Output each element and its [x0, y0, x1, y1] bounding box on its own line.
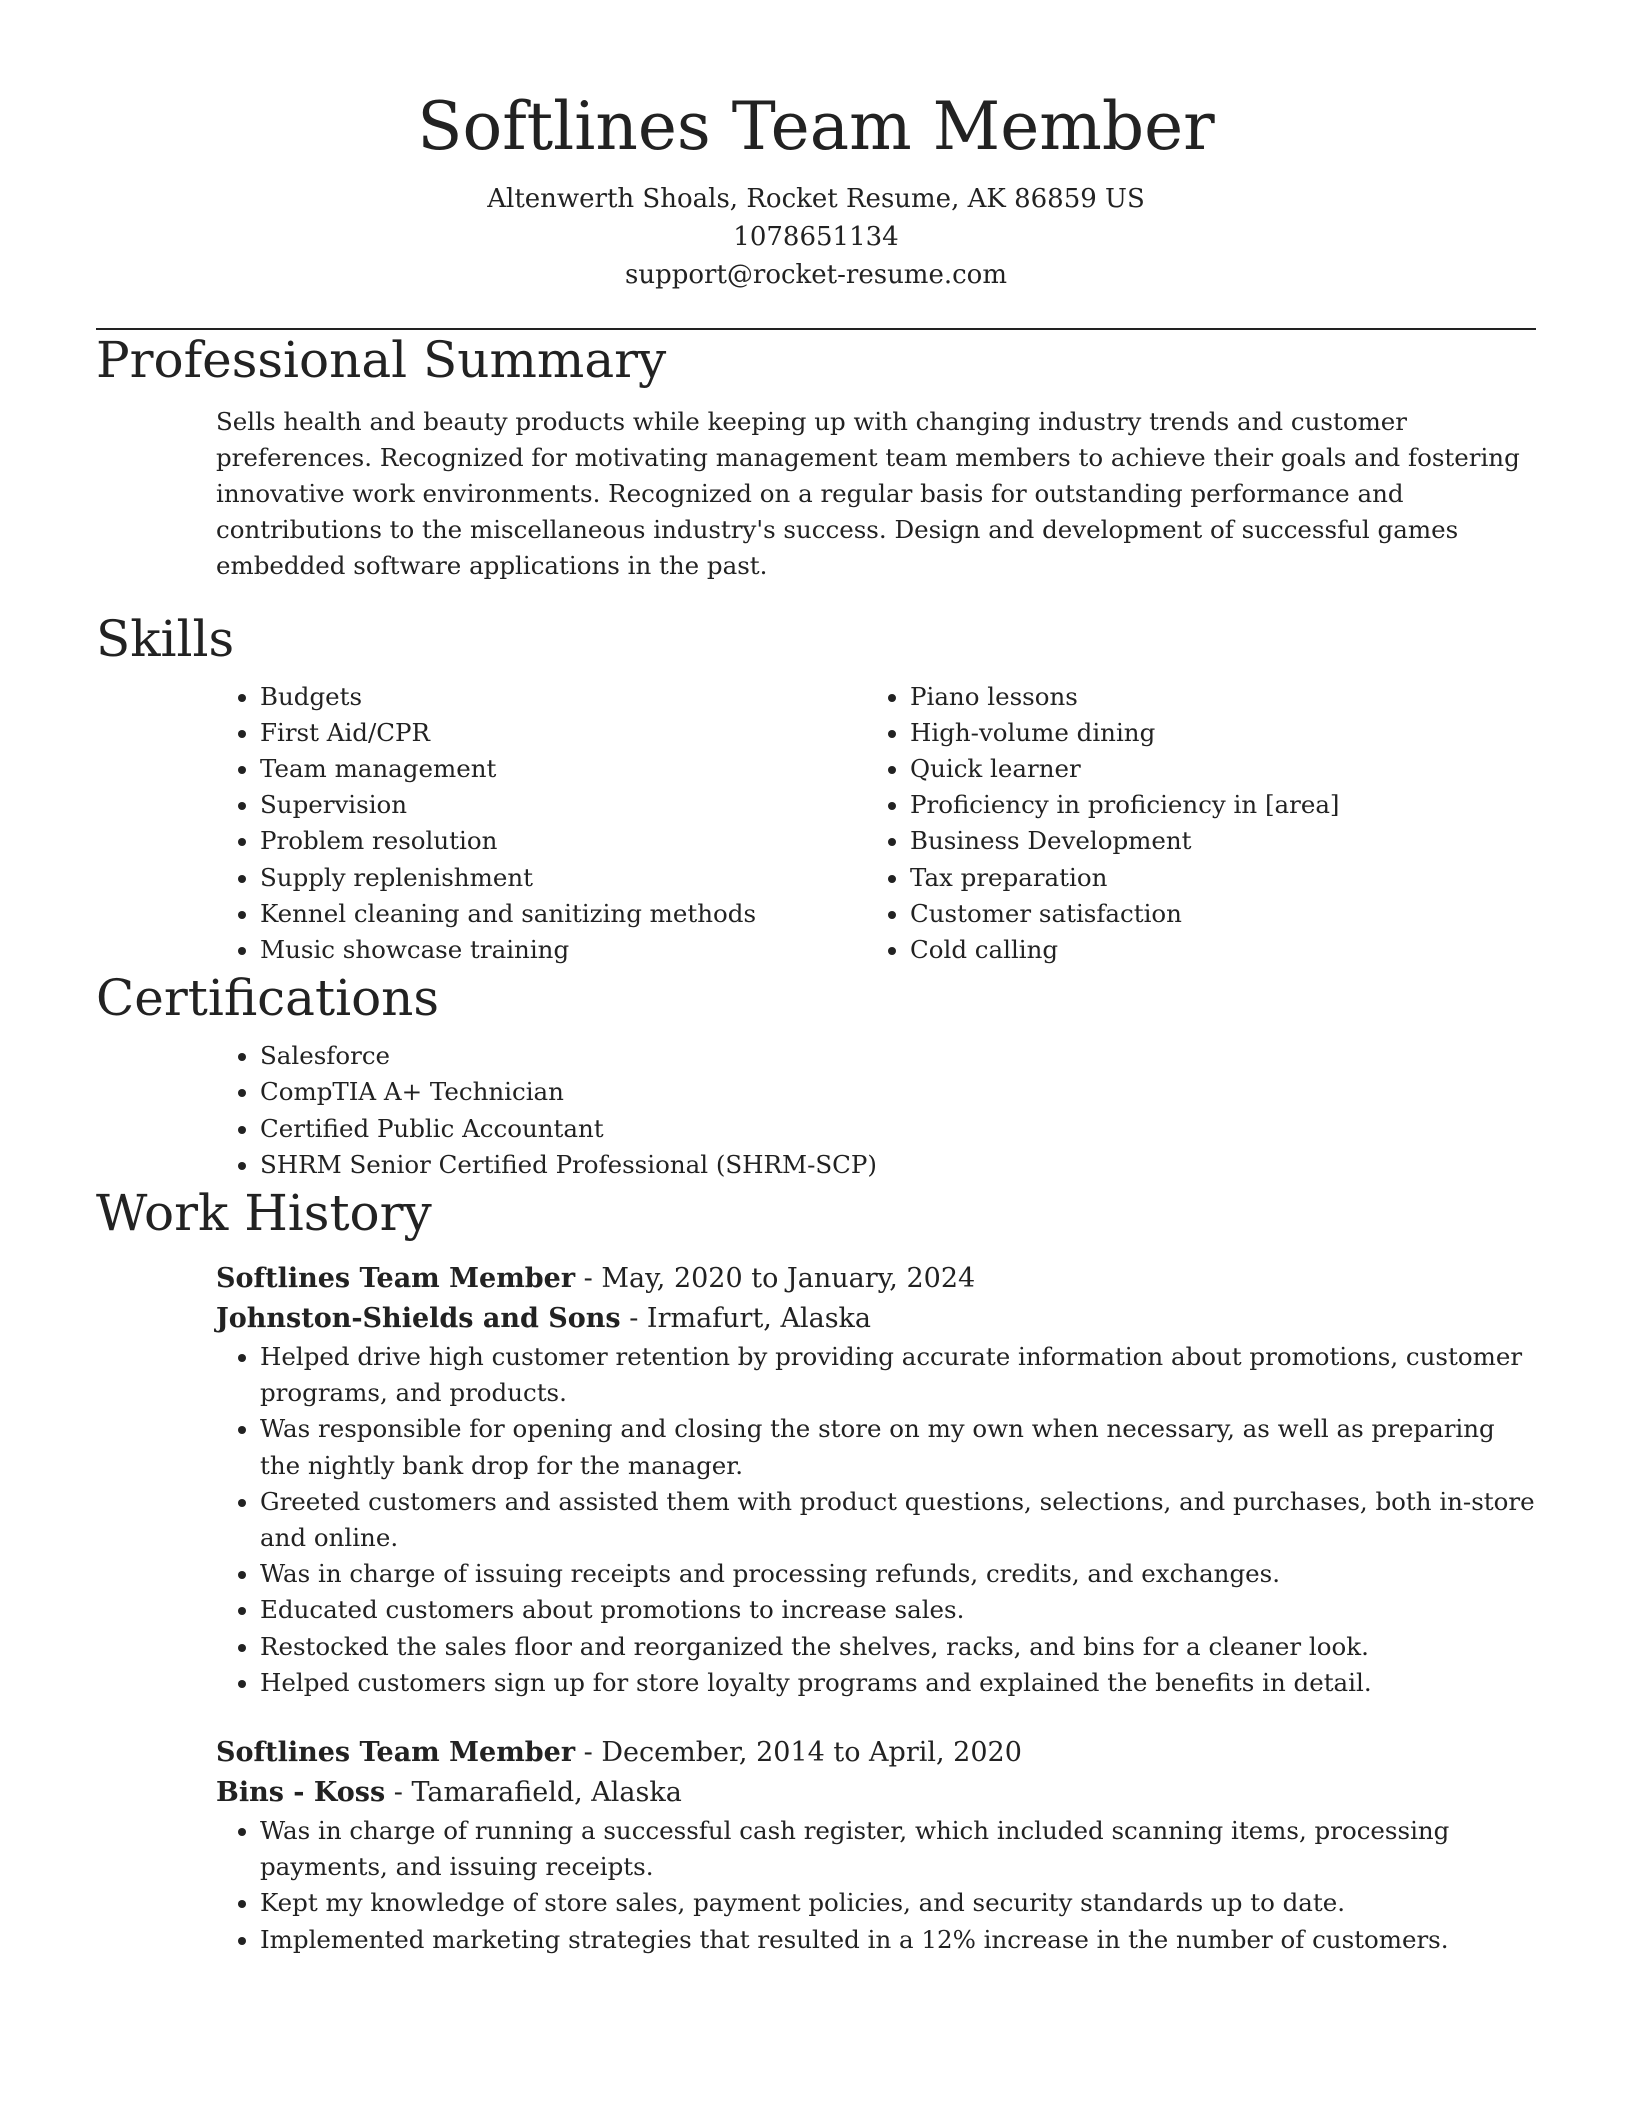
summary-text: Sells health and beauty products while keeping up with changing industry trends and customer preferences. Recognized for motivating management team members to achieve their goals and fostering innovative work environments. Recognized on a regular basis for outstanding performance and contributions to the miscellaneous industry's success. Design and development of successful games embedded software applications in the past.	[216, 407, 1520, 580]
list-item: • Piano lessons	[910, 679, 1516, 715]
skills-heading: Skills	[96, 609, 235, 668]
list-item: • SHRM Senior Certified Professional (SHRM-SCP)	[260, 1147, 1536, 1183]
job-entry-1	[216, 1259, 1536, 1701]
list-item: • Was responsible for opening and closing the store on my own when necessary, as well as preparing the nightly bank drop for the manager.	[260, 1411, 1536, 1483]
list-item: • Proficiency in proficiency in [area]	[910, 787, 1516, 823]
job-duties-list	[216, 1339, 1536, 1701]
list-item: • Certified Public Accountant	[260, 1111, 1536, 1147]
list-item: • Tax preparation	[910, 860, 1516, 896]
list-item: • Helped customers sign up for store loyalty programs and explained the benefits in detail.	[260, 1665, 1536, 1701]
skills-list-left	[216, 679, 866, 969]
job-role: Softlines Team Member	[216, 1262, 576, 1294]
summary-section	[96, 330, 1536, 584]
skills-list-right	[866, 679, 1516, 969]
job-title-line	[216, 1259, 1536, 1299]
skills-section	[96, 609, 1536, 969]
candidate-name: Softlines Team Member	[417, 88, 1215, 165]
list-item: • Kept my knowledge of store sales, payment policies, and security standards up to date.	[260, 1885, 1536, 1921]
list-item: • Kennel cleaning and sanitizing methods	[260, 896, 866, 932]
job-location: - Irmafurt, Alaska	[620, 1302, 872, 1334]
contact-info	[96, 180, 1536, 294]
list-item: • Helped drive high customer retention by providing accurate information about promotions, customer programs, and products.	[260, 1339, 1536, 1411]
contact-email: support@rocket-resume.com	[624, 260, 1007, 290]
summary-heading: Professional Summary	[96, 331, 667, 389]
list-item: • High-volume dining	[910, 715, 1516, 751]
job-role: Softlines Team Member	[216, 1736, 576, 1768]
certifications-list-wrap	[216, 1038, 1536, 1183]
list-item: • Team management	[260, 751, 866, 787]
list-item: • Customer satisfaction	[910, 896, 1516, 932]
list-item: • Greeted customers and assisted them with product questions, selections, and purchases, both in-store and online.	[260, 1484, 1536, 1556]
job-company-line	[216, 1299, 1536, 1339]
certifications-list	[216, 1038, 1536, 1183]
list-item: • Quick learner	[910, 751, 1516, 787]
list-item: • Was in charge of issuing receipts and processing refunds, credits, and exchanges.	[260, 1556, 1536, 1592]
job-company-line	[216, 1773, 1536, 1813]
list-item: • Educated customers about promotions to increase sales.	[260, 1592, 1536, 1628]
job-dates: - December, 2014 to April, 2020	[575, 1736, 1022, 1768]
list-item: • First Aid/CPR	[260, 715, 866, 751]
contact-address: Altenwerth Shoals, Rocket Resume, AK 86859 US	[487, 184, 1145, 214]
list-item: • Was in charge of running a successful cash register, which included scanning items, processing payments, and issuing receipts.	[260, 1813, 1536, 1885]
resume-page	[96, 0, 1536, 1958]
skills-column-right	[866, 679, 1516, 969]
job-entry-2	[216, 1733, 1536, 1958]
job-location: - Tamarafield, Alaska	[385, 1776, 682, 1808]
list-item: • Supply replenishment	[260, 860, 866, 896]
job-duties-list	[216, 1813, 1536, 1958]
contact-phone: 1078651134	[733, 222, 899, 252]
list-item: • Implemented marketing strategies that resulted in a 12% increase in the number of customers.	[260, 1922, 1536, 1958]
list-item: • Budgets	[260, 679, 866, 715]
list-item: • Salesforce	[260, 1038, 1536, 1074]
job-company: Bins - Koss	[216, 1776, 386, 1808]
list-item: • Business Development	[910, 823, 1516, 859]
job-title-line	[216, 1733, 1536, 1773]
list-item: • Supervision	[260, 787, 866, 823]
skills-column-left	[216, 679, 866, 969]
list-item: • CompTIA A+ Technician	[260, 1074, 1536, 1110]
job-company: Johnston-Shields and Sons	[216, 1302, 621, 1334]
work-history-section	[96, 1183, 1536, 1958]
list-item: • Cold calling	[910, 932, 1516, 968]
job-dates: - May, 2020 to January, 2024	[575, 1262, 976, 1294]
resume-header	[96, 0, 1536, 294]
list-item: • Restocked the sales floor and reorganized the shelves, racks, and bins for a cleaner look.	[260, 1629, 1536, 1665]
certifications-heading: Certifications	[96, 969, 440, 1028]
certifications-section	[96, 968, 1536, 1183]
list-item: • Music showcase training	[260, 932, 866, 968]
skills-columns	[216, 679, 1536, 969]
list-item: • Problem resolution	[260, 823, 866, 859]
work-history-heading: Work History	[96, 1183, 432, 1242]
